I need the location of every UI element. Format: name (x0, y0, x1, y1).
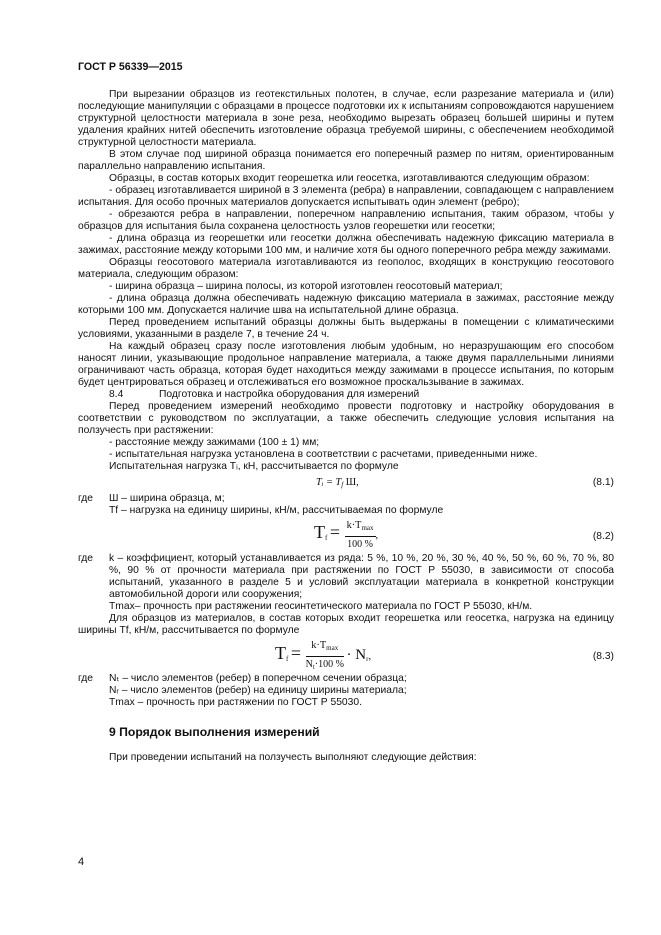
list-item: - ширина образца – ширина полосы, из которой изготовлен геосотовый материал; (109, 281, 503, 292)
where-clause: где Nₜ – число элементов (ребер) в поперечном сечении образца; (78, 673, 407, 684)
fraction: $\frac{k\cdot T_{max}}{100 \%}$ (346, 520, 374, 550)
list-item: - испытательная нагрузка установлена в соответствии с расчетами, приведенными ниже. (109, 449, 538, 460)
equation-number: (8.3) (592, 651, 614, 662)
formula-8-2 (78, 517, 614, 553)
equation-number: (8.1) (592, 477, 614, 488)
where-label: где (78, 493, 94, 504)
formula-expression: $T_f$ = $\frac{k\cdot T_{max}}{N_t\cdot 100 \%}$ · $N_r$, (275, 639, 371, 674)
where-item: Tf – нагрузка на единицу ширины, кН/м, рассчитываемая по формуле (109, 505, 444, 516)
list-item: - обрезаются ребра в направлении, поперечном направлению испытания, таким образом, чтобы у образцов для испытания была сохранена целостность узлов георешетки или геосетки; (78, 209, 614, 232)
formula-8-1 (78, 473, 614, 493)
fraction: $\frac{k\cdot T_{max}}{N_t\cdot 100 \%}$ (305, 640, 344, 671)
paragraph: Образцы геосотового материала изготавливаются из геополос, входящих в конструкцию геосотового материала, следующим образом: (78, 257, 614, 280)
where-item: Tmax– прочность при растяжении геосинтетического материала по ГОСТ Р 55030, кН/м. (109, 601, 533, 612)
section-title: Подготовка и настройка оборудования для измерений (159, 389, 420, 400)
document-header: ГОСТ Р 56339—2015 (78, 61, 183, 73)
where-clause: где Ш – ширина образца, м; (78, 493, 225, 504)
formula-lhs: Tᵢ = $T_f$ Ш, (316, 477, 359, 489)
formula-8-3 (78, 637, 614, 673)
section-9-heading: 9 Порядок выполнения измерений (109, 725, 320, 739)
paragraph: При вырезании образцов из геотекстильных полотен, в случае, если разрезание материала и (или) последующие манипуляции с образцами в процессе подготовки их к испытаниям сопровождаются нарушением структурной целостности материала в зоне реза, необходимо вырезать образец большей ширины и путем удаления крайних нитей обеспечить изготовление образца требуемой ширины, с обеспечением необходимой структурной целостности материала. (78, 89, 615, 148)
formula-expression: $T_f$ = $\frac{k\cdot T_{max}}{100 \%}$ , (314, 520, 379, 550)
where-item: Tmax – прочность при растяжении по ГОСТ Р 55030. (109, 697, 362, 708)
where-label: где (78, 673, 94, 684)
equation-number: (8.2) (592, 531, 614, 542)
section-8-4-heading (78, 389, 614, 401)
where-item: Nᵣ – число элементов (ребер) на единицу ширины материала; (109, 685, 407, 696)
paragraph: Образцы, в состав которых входит георешетка или геосетка, изготавливаются следующим образом: (109, 173, 590, 184)
paragraph: В этом случае под шириной образца понимается его поперечный размер по нитям, ориентированным параллельно направлению испытания. (78, 149, 614, 172)
paragraph: Испытательная нагрузка Tᵢ, кН, рассчитывается по формуле (109, 461, 399, 472)
section-number: 8.4 (109, 389, 124, 400)
paragraph: Перед проведением испытаний образцы должны быть выдержаны в помещении с климатическими условиями, указанными в разделе 7, в течение 24 ч. (78, 317, 614, 340)
paragraph: При проведении испытаний на ползучесть выполняют следующие действия: (109, 752, 477, 763)
list-item: - расстояние между зажимами (100 ± 1) мм; (109, 437, 320, 448)
page-number: 4 (78, 856, 85, 868)
paragraph: Для образцов из материалов, в состав которых входит георешетка или геосетка, нагрузка на единицу ширины Tf, кН/м, рассчитывается по формуле (78, 613, 614, 636)
list-item: - образец изготавливается шириной в 3 элемента (ребра) в направлении, совпадающем с направлением испытания. Для особо прочных материалов допускается испытывать один элемент (ребро); (78, 185, 614, 208)
list-item: - длина образца должна обеспечивать надежную фиксацию материала в зажимах, расстояние между которыми 100 мм. Допускается наличие шва на испытательной длине образца. (78, 293, 614, 316)
paragraph: Перед проведением измерений необходимо провести подготовку и настройку оборудования в соответствии с руководством по эксплуатации, а также обеспечить следующие условия испытания на ползучесть при растяжении: (78, 401, 614, 436)
list-item: - длина образца из георешетки или геосетки должна обеспечивать надежную фиксацию материала в зажимах, расстояние между которыми 100 мм, и наличие хотя бы одного поперечного ребра между зажимами. (78, 233, 614, 256)
where-label: где (78, 553, 94, 564)
where-clause: где k – коэффициент, который устанавливается из ряда: 5 %, 10 %, 20 %, 30 %, 40 %, 50 %, 60 %, 70 %, 80 %, 90 % от прочности материала при растяжении по ГОСТ Р 55030, в зависимости от способа испытаний, указанного в разделе 5 и условий эксплуатации материала в конкретной конструкции автомобильной дороги или сооружения; (78, 553, 614, 600)
document-body (78, 89, 614, 764)
paragraph: На каждый образец сразу после изготовления любым удобным, но неразрушающим его способом наносят линии, указывающие продольное направление материала, а также двумя параллельными линиями ограничивают часть образца, которая будет находиться между зажимами в процессе испытания, по которым будет центрироваться образец и отслеживаться его возможное проскальзывание в зажимах. (78, 341, 614, 388)
